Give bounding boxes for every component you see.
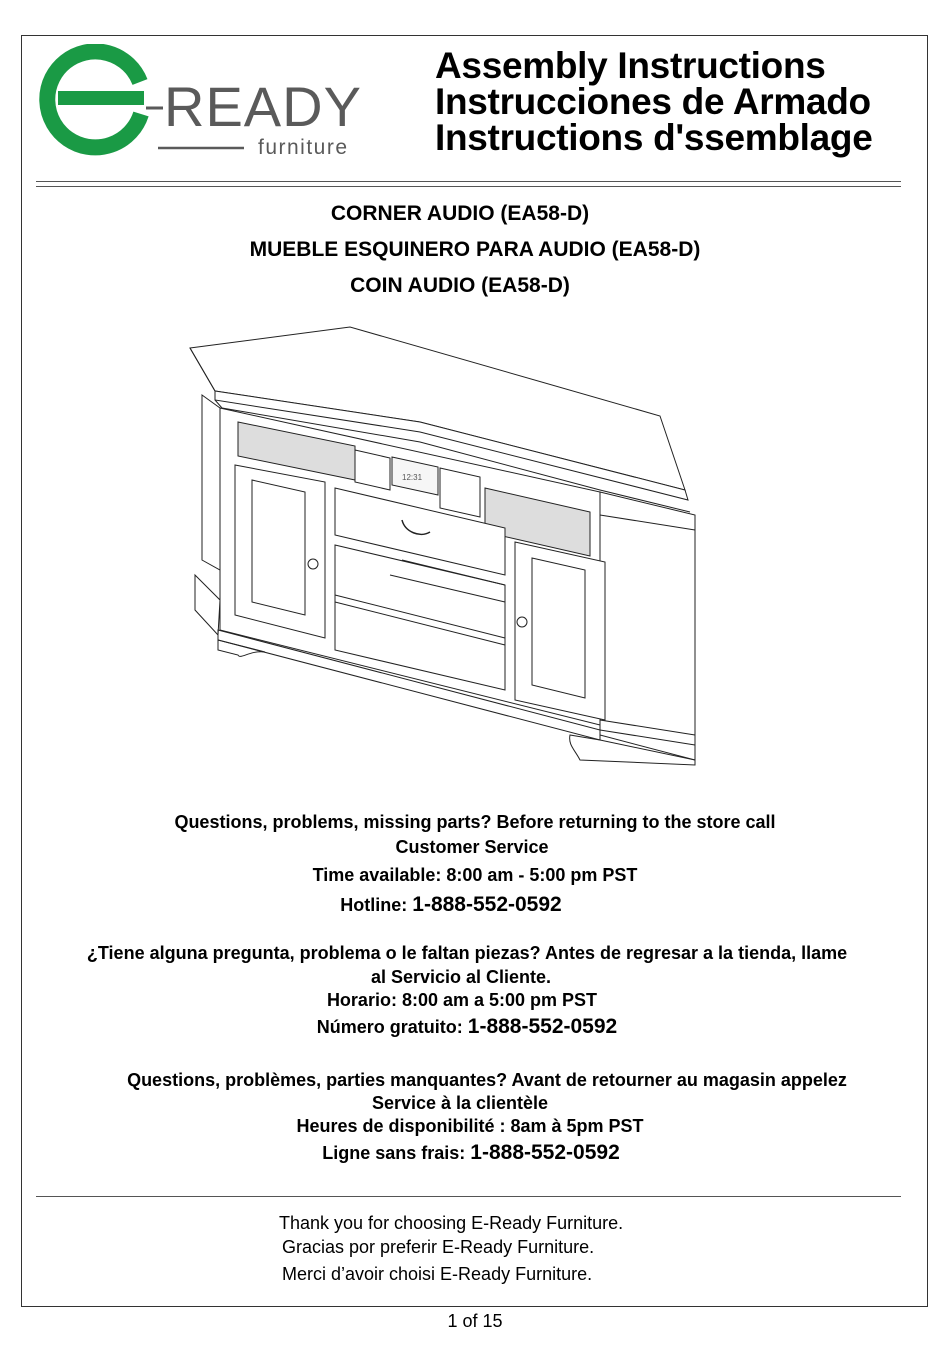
support-es-hotline [0,1015,942,1039]
support-es-dept: al Servicio al Cliente. [370,967,552,987]
header-divider [36,181,901,182]
support-es-question: ¿Tiene alguna pregunta, problema o le faltan piezas? Antes de regresar a la tienda, llame [86,943,848,963]
page-title [435,45,873,158]
e-ready-logo [36,44,381,162]
hotline-label: Ligne sans frais: [322,1143,471,1163]
support-fr-question: Questions, problèmes, parties manquantes? Avant de retourner au magasin appelez [127,1070,847,1090]
hotline-phone: 1-888-552-0592 [470,1141,620,1164]
title-en: Assembly Instructions [435,45,826,86]
hotline-label: Hotline: [340,895,413,915]
page-number: 1 of 15 [447,1311,503,1331]
product-name-es: MUEBLE ESQUINERO PARA AUDIO (EA58-D) [249,238,701,261]
title-es: Instrucciones de Armado [435,81,871,122]
e-logo-icon [47,51,144,147]
support-fr-hours: Heures de disponibilité : 8am à 5pm PST [296,1116,644,1136]
support-en-hours: Time available: 8:00 am - 5:00 pm PST [312,865,638,885]
thanks-en: Thank you for choosing E-Ready Furniture. [279,1213,624,1233]
support-es-hours: Horario: 8:00 am a 5:00 pm PST [326,990,598,1010]
product-name-en: CORNER AUDIO (EA58-D) [330,202,590,225]
hotline-label: Número gratuito: [316,1017,468,1037]
support-fr-hotline [0,1141,946,1165]
logo-sub: furniture [258,136,349,159]
support-en-dept: Customer Service [395,837,549,857]
thanks-es: Gracias por preferir E-Ready Furniture. [282,1237,595,1257]
hotline-phone: 1-888-552-0592 [467,1015,618,1038]
support-fr-dept: Service à la clientèle [371,1093,549,1113]
support-en-hotline [0,893,926,917]
header-divider [36,186,901,187]
cabinet-illustration [180,320,720,780]
hotline-phone: 1-888-552-0592 [412,893,562,916]
thanks-fr: Merci d’avoir choisi E-Ready Furniture. [282,1264,593,1284]
product-name-fr: COIN AUDIO (EA58-D) [350,274,570,297]
support-en-question: Questions, problems, missing parts? Before returning to the store call [174,812,776,832]
logo-word: READY [164,75,362,138]
title-fr: Instructions d'ssemblage [435,117,873,158]
footer-divider [36,1196,901,1197]
svg-text:12:31: 12:31 [402,473,423,482]
